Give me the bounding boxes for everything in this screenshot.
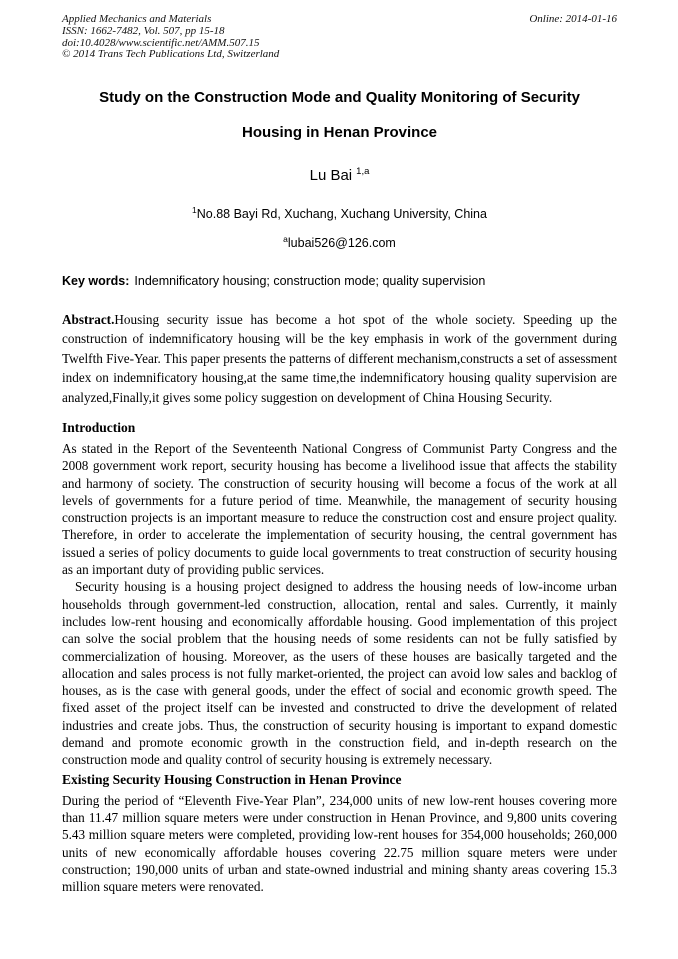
journal-header — [62, 14, 617, 61]
keywords-text: Indemnificatory housing; construction mode; quality supervision — [134, 273, 486, 288]
journal-issn-line: ISSN: 1662-7482, Vol. 507, pp 15-18 — [62, 24, 225, 37]
affiliation-text: No.88 Bayi Rd, Xuchang, Xuchang University, China — [196, 207, 487, 222]
abstract-paragraph — [62, 310, 617, 408]
author-superscript: 1,a — [356, 166, 370, 178]
journal-doi-line: doi:10.4028/www.scientific.net/AMM.507.15 — [62, 36, 260, 49]
abstract-label: Abstract. — [62, 311, 115, 327]
email-superscript: a — [283, 234, 288, 245]
paper-title-line-1: Study on the Construction Mode and Quality Monitoring of Security — [99, 89, 580, 107]
email-line — [62, 234, 617, 250]
affiliation-line — [62, 205, 617, 221]
section-heading-existing-construction: Existing Security Housing Construction in Henan Province — [62, 771, 402, 787]
online-date: Online: 2014-01-16 — [529, 13, 617, 25]
paper-title-line-2: Housing in Henan Province — [241, 124, 438, 142]
author-name: Lu Bai — [309, 167, 353, 185]
keywords-line — [62, 274, 617, 288]
journal-name: Applied Mechanics and Materials — [62, 13, 212, 25]
section-heading-introduction: Introduction — [62, 420, 136, 435]
section-introduction — [62, 420, 617, 769]
affiliation-superscript: 1 — [192, 205, 197, 216]
journal-header-left — [62, 14, 279, 61]
abstract-text: Housing security issue has become a hot spot of the whole society. Speeding up the construction of indemnificatory housing will be the key emphasis in work of the government during Twelfth Five-Year. This paper presents the patterns of different mechanism,constructs a set of assessment index on indemnificatory housing,at the same time,the indemnificatory housing quality supervision are analyzed,Finally,it gives some policy suggestion on development of China Housing Security. — [62, 311, 618, 405]
paragraph: During the period of “Eleventh Five-Year Plan”, 234,000 units of new low-rent houses covering more than 11.47 million square meters were under construction in Henan Province, and 9,800 units covering 5.43 million square meters were completed, providing low-rent houses for 354,000 households; 260,000 units of new economically affordable houses covering 22.75 million square meters were under construction; 190,000 units of urban and state-owned industrial and mining shanty areas covering 15.3 million square meters were renovated. — [62, 792, 617, 895]
email-text: lubai526@126.com — [287, 236, 396, 251]
section-existing-construction — [62, 772, 617, 896]
paragraph: Security housing is a housing project designed to address the housing needs of low-income urban households through government-led construction, allocation, rental and sales. Currently, it mainly includes low-rent housing and economically affordable housing. Good implementation of this project can solve the social problem that the housing needs of some residents can not be fully satisfied by commercialization of housing. Moreover, as the users of these houses are basically targeted and the allocation and sales process is not fully market-oriented, the project can avoid low sales and backlog of houses, as is the case with general goods, under the effect of social and economic growth speed. The fixed asset of the project itself can be invested and constructed to drive the development of related industries and create jobs. Thus, the construction of security housing is important to expand domestic demand and promote economic growth in the construction field, and in-depth research on the construction mode and quality control of security housing is extremely necessary. — [62, 579, 617, 768]
journal-copyright-line: © 2014 Trans Tech Publications Ltd, Switzerland — [62, 48, 280, 61]
paragraph: As stated in the Report of the Seventeenth National Congress of Communist Party Congress and the 2008 government work report, security housing has become a livelihood issue that affects the stability and harmony of society. The construction of security housing will become a focus of the work at all levels of governments for a future period of time. Meanwhile, the management of security housing construction projects is an important measure to reduce the construction cost and ensure project quality. Therefore, in order to accelerate the implementation of security housing, the central government has issued a series of policy documents to guide local governments to treat construction of security housing as an important duty of providing public services. — [62, 441, 617, 578]
keywords-label: Key words: — [62, 273, 130, 288]
author-line — [62, 166, 617, 184]
